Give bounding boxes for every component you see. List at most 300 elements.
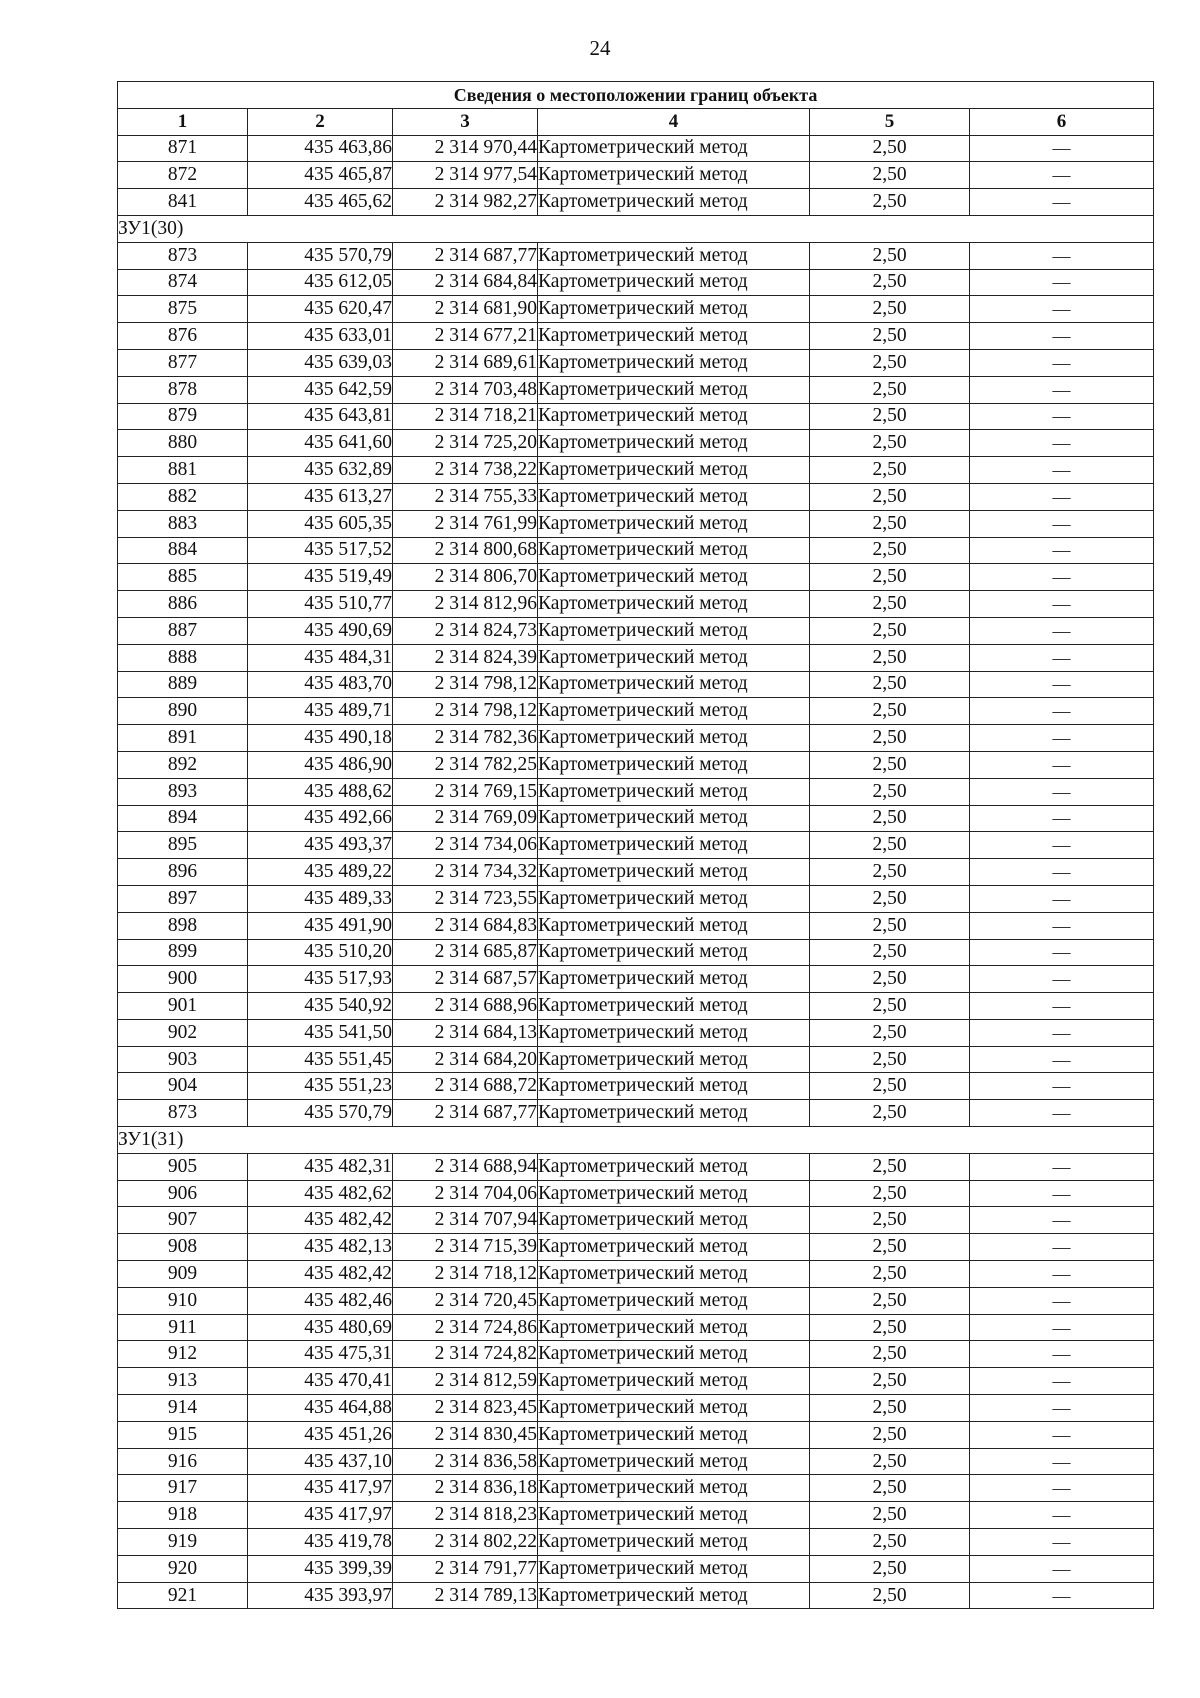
accuracy: 2,50 [810, 1153, 970, 1180]
x-coordinate: 435 517,52 [248, 537, 393, 564]
x-coordinate: 435 470,41 [248, 1368, 393, 1395]
determination-method: Картометрический метод [538, 644, 810, 671]
x-coordinate: 435 551,23 [248, 1073, 393, 1100]
point-number: 914 [118, 1395, 248, 1422]
column-number: 3 [393, 108, 538, 135]
description: — [970, 993, 1154, 1020]
point-number: 889 [118, 671, 248, 698]
x-coordinate: 435 417,97 [248, 1475, 393, 1502]
x-coordinate: 435 632,89 [248, 457, 393, 484]
table-row [118, 778, 1154, 805]
determination-method: Картометрический метод [538, 859, 810, 886]
x-coordinate: 435 417,97 [248, 1502, 393, 1529]
table-row [118, 617, 1154, 644]
accuracy: 2,50 [810, 403, 970, 430]
accuracy: 2,50 [810, 1234, 970, 1261]
determination-method: Картометрический метод [538, 269, 810, 296]
point-number: 916 [118, 1448, 248, 1475]
point-number: 874 [118, 269, 248, 296]
description: — [970, 1448, 1154, 1475]
description: — [970, 1100, 1154, 1127]
x-coordinate: 435 393,97 [248, 1582, 393, 1609]
description: — [970, 617, 1154, 644]
description: — [970, 1073, 1154, 1100]
y-coordinate: 2 314 725,20 [393, 430, 538, 457]
y-coordinate: 2 314 718,21 [393, 403, 538, 430]
accuracy: 2,50 [810, 510, 970, 537]
page-number: 24 [589, 36, 611, 60]
table-title-row [118, 82, 1154, 109]
table-row [118, 564, 1154, 591]
accuracy: 2,50 [810, 483, 970, 510]
point-number: 908 [118, 1234, 248, 1261]
table-row [118, 1368, 1154, 1395]
table-row [118, 805, 1154, 832]
point-number: 900 [118, 966, 248, 993]
point-number: 873 [118, 1100, 248, 1127]
point-number: 902 [118, 1019, 248, 1046]
determination-method: Картометрический метод [538, 966, 810, 993]
accuracy: 2,50 [810, 591, 970, 618]
point-number: 897 [118, 885, 248, 912]
table-row [118, 1555, 1154, 1582]
x-coordinate: 435 510,20 [248, 939, 393, 966]
x-coordinate: 435 484,31 [248, 644, 393, 671]
point-number: 898 [118, 912, 248, 939]
column-number: 2 [248, 108, 393, 135]
description: — [970, 1180, 1154, 1207]
determination-method: Картометрический метод [538, 1207, 810, 1234]
section-row [118, 215, 1154, 242]
point-number: 911 [118, 1314, 248, 1341]
accuracy: 2,50 [810, 1421, 970, 1448]
determination-method: Картометрический метод [538, 483, 810, 510]
description: — [970, 591, 1154, 618]
description: — [970, 403, 1154, 430]
description: — [970, 912, 1154, 939]
description: — [970, 1341, 1154, 1368]
point-number: 894 [118, 805, 248, 832]
point-number: 918 [118, 1502, 248, 1529]
x-coordinate: 435 488,62 [248, 778, 393, 805]
y-coordinate: 2 314 782,36 [393, 725, 538, 752]
table-row [118, 1100, 1154, 1127]
accuracy: 2,50 [810, 537, 970, 564]
accuracy: 2,50 [810, 1261, 970, 1288]
accuracy: 2,50 [810, 617, 970, 644]
accuracy: 2,50 [810, 269, 970, 296]
y-coordinate: 2 314 769,15 [393, 778, 538, 805]
determination-method: Картометрический метод [538, 778, 810, 805]
y-coordinate: 2 314 724,86 [393, 1314, 538, 1341]
x-coordinate: 435 465,62 [248, 189, 393, 216]
y-coordinate: 2 314 687,77 [393, 242, 538, 269]
y-coordinate: 2 314 688,72 [393, 1073, 538, 1100]
accuracy: 2,50 [810, 912, 970, 939]
determination-method: Картометрический метод [538, 135, 810, 162]
accuracy: 2,50 [810, 162, 970, 189]
description: — [970, 564, 1154, 591]
determination-method: Картометрический метод [538, 376, 810, 403]
y-coordinate: 2 314 687,77 [393, 1100, 538, 1127]
y-coordinate: 2 314 684,84 [393, 269, 538, 296]
point-number: 903 [118, 1046, 248, 1073]
accuracy: 2,50 [810, 778, 970, 805]
description: — [970, 1287, 1154, 1314]
accuracy: 2,50 [810, 1529, 970, 1556]
point-number: 920 [118, 1555, 248, 1582]
point-number: 871 [118, 135, 248, 162]
determination-method: Картометрический метод [538, 1502, 810, 1529]
description: — [970, 537, 1154, 564]
y-coordinate: 2 314 823,45 [393, 1395, 538, 1422]
x-coordinate: 435 489,22 [248, 859, 393, 886]
determination-method: Картометрический метод [538, 617, 810, 644]
description: — [970, 725, 1154, 752]
accuracy: 2,50 [810, 349, 970, 376]
table-title: Сведения о местоположении границ объекта [118, 82, 1154, 109]
column-number: 1 [118, 108, 248, 135]
table-body [118, 135, 1154, 1609]
point-number: 881 [118, 457, 248, 484]
accuracy: 2,50 [810, 135, 970, 162]
point-number: 877 [118, 349, 248, 376]
point-number: 872 [118, 162, 248, 189]
boundary-coordinates-table [117, 81, 1154, 1609]
table-row [118, 1448, 1154, 1475]
description: — [970, 1207, 1154, 1234]
accuracy: 2,50 [810, 564, 970, 591]
description: — [970, 1395, 1154, 1422]
y-coordinate: 2 314 688,96 [393, 993, 538, 1020]
accuracy: 2,50 [810, 1341, 970, 1368]
table-row [118, 1475, 1154, 1502]
description: — [970, 698, 1154, 725]
determination-method: Картометрический метод [538, 1100, 810, 1127]
table-row [118, 644, 1154, 671]
determination-method: Картометрический метод [538, 1341, 810, 1368]
description: — [970, 1261, 1154, 1288]
point-number: 876 [118, 323, 248, 350]
description: — [970, 805, 1154, 832]
table-row [118, 832, 1154, 859]
section-label: ЗУ1(31) [118, 1127, 1154, 1154]
y-coordinate: 2 314 830,45 [393, 1421, 538, 1448]
determination-method: Картометрический метод [538, 993, 810, 1020]
determination-method: Картометрический метод [538, 349, 810, 376]
y-coordinate: 2 314 704,06 [393, 1180, 538, 1207]
table-row [118, 1180, 1154, 1207]
y-coordinate: 2 314 688,94 [393, 1153, 538, 1180]
description: — [970, 1046, 1154, 1073]
table-row [118, 751, 1154, 778]
determination-method: Картометрический метод [538, 537, 810, 564]
table-row [118, 483, 1154, 510]
description: — [970, 1314, 1154, 1341]
x-coordinate: 435 519,49 [248, 564, 393, 591]
point-number: 841 [118, 189, 248, 216]
description: — [970, 483, 1154, 510]
y-coordinate: 2 314 824,73 [393, 617, 538, 644]
x-coordinate: 435 463,86 [248, 135, 393, 162]
table-row [118, 671, 1154, 698]
description: — [970, 430, 1154, 457]
y-coordinate: 2 314 970,44 [393, 135, 538, 162]
point-number: 884 [118, 537, 248, 564]
determination-method: Картометрический метод [538, 1529, 810, 1556]
description: — [970, 457, 1154, 484]
determination-method: Картометрический метод [538, 698, 810, 725]
column-number: 5 [810, 108, 970, 135]
point-number: 906 [118, 1180, 248, 1207]
accuracy: 2,50 [810, 1475, 970, 1502]
determination-method: Картометрический метод [538, 162, 810, 189]
determination-method: Картометрический метод [538, 805, 810, 832]
description: — [970, 778, 1154, 805]
point-number: 895 [118, 832, 248, 859]
description: — [970, 751, 1154, 778]
determination-method: Картометрический метод [538, 751, 810, 778]
accuracy: 2,50 [810, 859, 970, 886]
description: — [970, 376, 1154, 403]
determination-method: Картометрический метод [538, 296, 810, 323]
accuracy: 2,50 [810, 1019, 970, 1046]
section-label: ЗУ1(30) [118, 215, 1154, 242]
accuracy: 2,50 [810, 1368, 970, 1395]
description: — [970, 885, 1154, 912]
table-row [118, 1529, 1154, 1556]
table-row [118, 162, 1154, 189]
x-coordinate: 435 639,03 [248, 349, 393, 376]
accuracy: 2,50 [810, 323, 970, 350]
y-coordinate: 2 314 782,25 [393, 751, 538, 778]
x-coordinate: 435 483,70 [248, 671, 393, 698]
y-coordinate: 2 314 798,12 [393, 671, 538, 698]
determination-method: Картометрический метод [538, 671, 810, 698]
x-coordinate: 435 492,66 [248, 805, 393, 832]
determination-method: Картометрический метод [538, 564, 810, 591]
accuracy: 2,50 [810, 296, 970, 323]
point-number: 892 [118, 751, 248, 778]
table-row [118, 1314, 1154, 1341]
y-coordinate: 2 314 755,33 [393, 483, 538, 510]
point-number: 885 [118, 564, 248, 591]
table-row [118, 1261, 1154, 1288]
accuracy: 2,50 [810, 698, 970, 725]
point-number: 921 [118, 1582, 248, 1609]
y-coordinate: 2 314 802,22 [393, 1529, 538, 1556]
y-coordinate: 2 314 812,96 [393, 591, 538, 618]
y-coordinate: 2 314 789,13 [393, 1582, 538, 1609]
y-coordinate: 2 314 824,39 [393, 644, 538, 671]
x-coordinate: 435 643,81 [248, 403, 393, 430]
description: — [970, 189, 1154, 216]
y-coordinate: 2 314 724,82 [393, 1341, 538, 1368]
description: — [970, 644, 1154, 671]
determination-method: Картометрический метод [538, 1314, 810, 1341]
x-coordinate: 435 451,26 [248, 1421, 393, 1448]
y-coordinate: 2 314 687,57 [393, 966, 538, 993]
y-coordinate: 2 314 684,20 [393, 1046, 538, 1073]
accuracy: 2,50 [810, 189, 970, 216]
table-row [118, 1287, 1154, 1314]
determination-method: Картометрический метод [538, 510, 810, 537]
point-number: 880 [118, 430, 248, 457]
table-row [118, 993, 1154, 1020]
description: — [970, 1529, 1154, 1556]
determination-method: Картометрический метод [538, 1395, 810, 1422]
table-row [118, 966, 1154, 993]
y-coordinate: 2 314 723,55 [393, 885, 538, 912]
x-coordinate: 435 605,35 [248, 510, 393, 537]
description: — [970, 1475, 1154, 1502]
y-coordinate: 2 314 685,87 [393, 939, 538, 966]
x-coordinate: 435 510,77 [248, 591, 393, 618]
description: — [970, 323, 1154, 350]
description: — [970, 859, 1154, 886]
y-coordinate: 2 314 806,70 [393, 564, 538, 591]
y-coordinate: 2 314 715,39 [393, 1234, 538, 1261]
point-number: 907 [118, 1207, 248, 1234]
accuracy: 2,50 [810, 1314, 970, 1341]
x-coordinate: 435 489,33 [248, 885, 393, 912]
y-coordinate: 2 314 720,45 [393, 1287, 538, 1314]
determination-method: Картометрический метод [538, 591, 810, 618]
point-number: 919 [118, 1529, 248, 1556]
determination-method: Картометрический метод [538, 242, 810, 269]
determination-method: Картометрический метод [538, 1073, 810, 1100]
determination-method: Картометрический метод [538, 1368, 810, 1395]
accuracy: 2,50 [810, 1448, 970, 1475]
point-number: 879 [118, 403, 248, 430]
y-coordinate: 2 314 734,32 [393, 859, 538, 886]
accuracy: 2,50 [810, 1100, 970, 1127]
x-coordinate: 435 517,93 [248, 966, 393, 993]
determination-method: Картометрический метод [538, 1287, 810, 1314]
table-row [118, 1019, 1154, 1046]
y-coordinate: 2 314 818,23 [393, 1502, 538, 1529]
y-coordinate: 2 314 681,90 [393, 296, 538, 323]
y-coordinate: 2 314 689,61 [393, 349, 538, 376]
x-coordinate: 435 540,92 [248, 993, 393, 1020]
x-coordinate: 435 633,01 [248, 323, 393, 350]
table-row [118, 725, 1154, 752]
point-number: 904 [118, 1073, 248, 1100]
point-number: 886 [118, 591, 248, 618]
point-number: 888 [118, 644, 248, 671]
x-coordinate: 435 482,42 [248, 1261, 393, 1288]
x-coordinate: 435 613,27 [248, 483, 393, 510]
x-coordinate: 435 480,69 [248, 1314, 393, 1341]
accuracy: 2,50 [810, 993, 970, 1020]
y-coordinate: 2 314 684,83 [393, 912, 538, 939]
description: — [970, 966, 1154, 993]
table-row [118, 1421, 1154, 1448]
y-coordinate: 2 314 769,09 [393, 805, 538, 832]
determination-method: Картометрический метод [538, 725, 810, 752]
table-row [118, 296, 1154, 323]
point-number: 899 [118, 939, 248, 966]
determination-method: Картометрический метод [538, 323, 810, 350]
accuracy: 2,50 [810, 751, 970, 778]
accuracy: 2,50 [810, 1073, 970, 1100]
table-row [118, 1582, 1154, 1609]
point-number: 891 [118, 725, 248, 752]
point-number: 890 [118, 698, 248, 725]
description: — [970, 1368, 1154, 1395]
accuracy: 2,50 [810, 242, 970, 269]
determination-method: Картометрический метод [538, 430, 810, 457]
description: — [970, 1421, 1154, 1448]
y-coordinate: 2 314 791,77 [393, 1555, 538, 1582]
table-row [118, 1395, 1154, 1422]
description: — [970, 832, 1154, 859]
description: — [970, 349, 1154, 376]
description: — [970, 296, 1154, 323]
accuracy: 2,50 [810, 430, 970, 457]
determination-method: Картометрический метод [538, 1153, 810, 1180]
y-coordinate: 2 314 734,06 [393, 832, 538, 859]
table-row [118, 859, 1154, 886]
point-number: 913 [118, 1368, 248, 1395]
point-number: 917 [118, 1475, 248, 1502]
x-coordinate: 435 475,31 [248, 1341, 393, 1368]
table-row [118, 1207, 1154, 1234]
point-number: 896 [118, 859, 248, 886]
table-row [118, 939, 1154, 966]
accuracy: 2,50 [810, 885, 970, 912]
x-coordinate: 435 419,78 [248, 1529, 393, 1556]
accuracy: 2,50 [810, 1395, 970, 1422]
table-row [118, 323, 1154, 350]
x-coordinate: 435 570,79 [248, 1100, 393, 1127]
x-coordinate: 435 482,13 [248, 1234, 393, 1261]
determination-method: Картометрический метод [538, 1046, 810, 1073]
determination-method: Картометрический метод [538, 1019, 810, 1046]
point-number: 882 [118, 483, 248, 510]
determination-method: Картометрический метод [538, 1475, 810, 1502]
x-coordinate: 435 489,71 [248, 698, 393, 725]
accuracy: 2,50 [810, 1207, 970, 1234]
y-coordinate: 2 314 684,13 [393, 1019, 538, 1046]
description: — [970, 1234, 1154, 1261]
section-row [118, 1127, 1154, 1154]
x-coordinate: 435 482,42 [248, 1207, 393, 1234]
determination-method: Картометрический метод [538, 1234, 810, 1261]
description: — [970, 1153, 1154, 1180]
table-row [118, 591, 1154, 618]
table-row [118, 510, 1154, 537]
column-number: 4 [538, 108, 810, 135]
determination-method: Картометрический метод [538, 912, 810, 939]
description: — [970, 135, 1154, 162]
x-coordinate: 435 551,45 [248, 1046, 393, 1073]
point-number: 887 [118, 617, 248, 644]
y-coordinate: 2 314 977,54 [393, 162, 538, 189]
description: — [970, 510, 1154, 537]
determination-method: Картометрический метод [538, 939, 810, 966]
y-coordinate: 2 314 836,18 [393, 1475, 538, 1502]
x-coordinate: 435 464,88 [248, 1395, 393, 1422]
column-numbers-row [118, 108, 1154, 135]
table-row [118, 1153, 1154, 1180]
description: — [970, 1502, 1154, 1529]
x-coordinate: 435 482,46 [248, 1287, 393, 1314]
accuracy: 2,50 [810, 457, 970, 484]
determination-method: Картометрический метод [538, 1421, 810, 1448]
determination-method: Картометрический метод [538, 832, 810, 859]
description: — [970, 269, 1154, 296]
